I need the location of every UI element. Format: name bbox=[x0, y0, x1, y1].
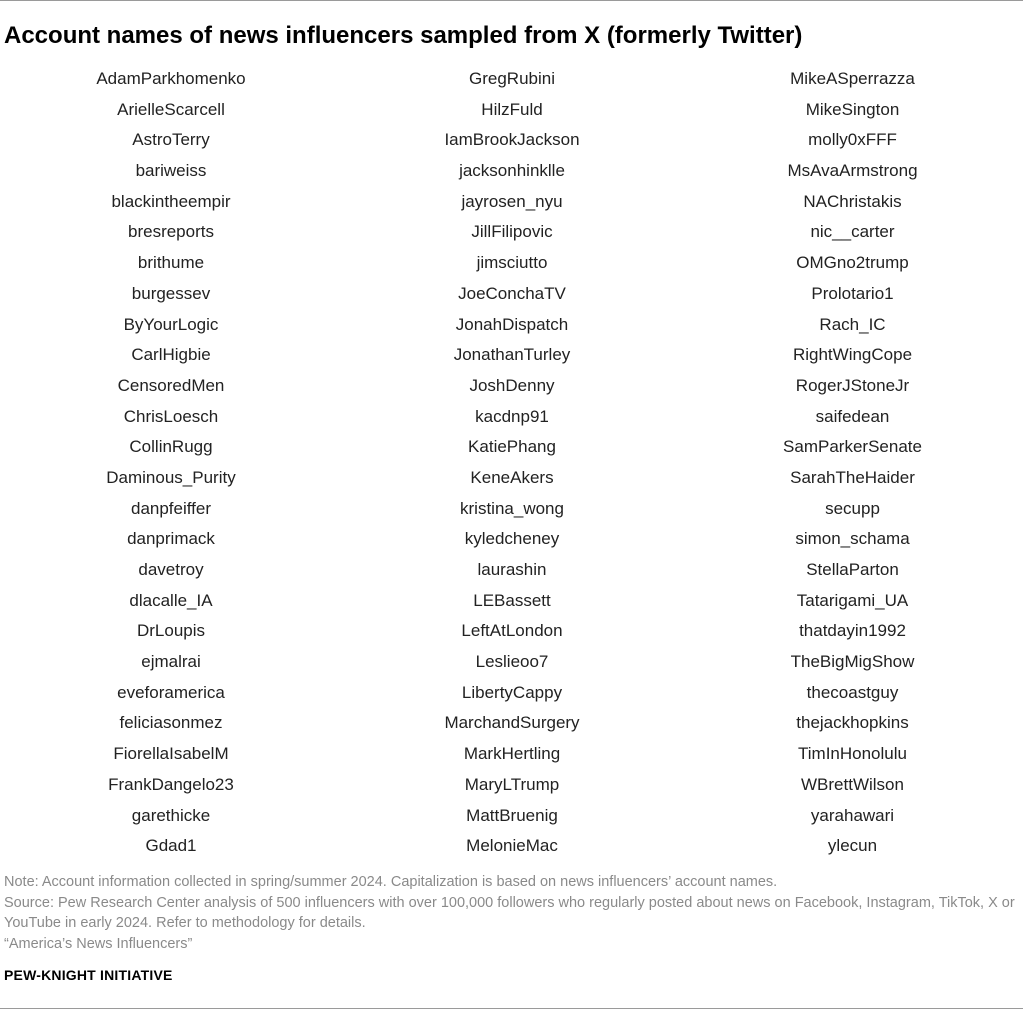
account-name: danpfeiffer bbox=[130, 498, 212, 518]
account-name: laurashin bbox=[477, 560, 547, 579]
note-text: Note: Account information collected in spring/summer 2024. Capitalization is based on news influencers’ account names. bbox=[4, 874, 778, 890]
account-name: eveforamerica bbox=[117, 682, 225, 702]
account-name: AstroTerry bbox=[132, 130, 210, 150]
account-name: ylecun bbox=[827, 836, 878, 856]
footnotes bbox=[4, 872, 1019, 954]
account-name: NAChristakis bbox=[803, 191, 902, 211]
account-name: kyledcheney bbox=[464, 529, 560, 549]
account-name: Leslieoo7 bbox=[475, 652, 549, 672]
account-name: AdamParkhomenko bbox=[96, 69, 246, 88]
account-name: RogerJStoneJr bbox=[795, 375, 910, 395]
account-name: Tatarigami_UA bbox=[796, 590, 909, 610]
account-name: brithume bbox=[137, 253, 205, 273]
account-name: saifedean bbox=[815, 406, 890, 426]
account-name: jayrosen_nyu bbox=[461, 191, 563, 211]
account-name: KeneAkers bbox=[470, 467, 554, 487]
account-name: bariweiss bbox=[135, 161, 207, 181]
account-name: kristina_wong bbox=[460, 498, 564, 518]
account-name: secupp bbox=[825, 498, 880, 518]
account-name: LEBassett bbox=[473, 590, 551, 610]
account-name: WBrettWilson bbox=[801, 774, 904, 794]
account-name: bresreports bbox=[128, 222, 214, 242]
account-name: nic__carter bbox=[810, 222, 895, 242]
account-name: garethicke bbox=[131, 805, 211, 825]
account-name: MsAvaArmstrong bbox=[787, 161, 918, 181]
account-name: JonathanTurley bbox=[453, 345, 571, 365]
account-name: JillFilipovic bbox=[471, 222, 553, 242]
account-name: OMGno2trump bbox=[796, 253, 909, 273]
account-name: FrankDangelo23 bbox=[108, 774, 234, 794]
account-name: ejmalrai bbox=[141, 652, 201, 672]
account-names-grid bbox=[0, 64, 1023, 862]
account-name: danprimack bbox=[127, 529, 215, 549]
account-name: feliciasonmez bbox=[119, 713, 223, 733]
account-name: thejackhopkins bbox=[796, 713, 909, 733]
account-name: GregRubini bbox=[469, 69, 555, 88]
account-name: thecoastguy bbox=[806, 682, 899, 702]
account-name: CollinRugg bbox=[129, 437, 213, 457]
account-name: MelonieMac bbox=[466, 836, 558, 856]
account-name: LibertyCappy bbox=[461, 682, 563, 702]
account-name: CensoredMen bbox=[117, 375, 225, 395]
account-name: KatiePhang bbox=[468, 437, 556, 457]
account-name: MarkHertling bbox=[463, 744, 561, 764]
account-name: yarahawari bbox=[810, 805, 895, 825]
account-name: Daminous_Purity bbox=[106, 467, 236, 487]
account-name: simon_schama bbox=[795, 529, 910, 549]
account-name: DrLoupis bbox=[136, 621, 206, 641]
account-name: TimInHonolulu bbox=[798, 744, 907, 764]
account-name: ArielleScarcell bbox=[117, 99, 225, 119]
account-name: JoshDenny bbox=[469, 375, 555, 395]
account-name: TheBigMigShow bbox=[790, 652, 915, 672]
account-name: CarlHigbie bbox=[131, 345, 211, 365]
account-name: MarchandSurgery bbox=[444, 713, 580, 733]
account-name: SarahTheHaider bbox=[790, 467, 915, 487]
account-name: JonahDispatch bbox=[455, 314, 569, 334]
account-name: kacdnp91 bbox=[475, 406, 549, 426]
source-text: Source: Pew Research Center analysis of 500 influencers with over 100,000 followers who regularly posted about news on Facebook, Instagram, TikTok, X or YouTube in early 2024. Refer to methodology for details. bbox=[4, 894, 1015, 931]
account-name: Prolotario1 bbox=[811, 283, 894, 303]
account-name: Rach_IC bbox=[819, 314, 886, 334]
bottom-divider bbox=[0, 1008, 1023, 1009]
account-name: davetroy bbox=[138, 560, 204, 579]
top-divider bbox=[0, 0, 1023, 1]
account-name: thatdayin1992 bbox=[799, 621, 906, 641]
account-name: jacksonhinklle bbox=[459, 161, 565, 181]
account-name: StellaParton bbox=[806, 560, 899, 579]
account-name: burgessev bbox=[131, 283, 211, 303]
account-name: IamBrookJackson bbox=[444, 130, 580, 150]
account-name: jimsciutto bbox=[476, 253, 548, 273]
account-name: blackintheempir bbox=[111, 191, 231, 211]
account-name: JoeConchaTV bbox=[458, 283, 566, 303]
account-name: Gdad1 bbox=[145, 836, 197, 856]
account-name: FiorellaIsabelM bbox=[113, 744, 229, 764]
account-name: ChrisLoesch bbox=[123, 406, 219, 426]
account-name: HilzFuld bbox=[481, 99, 543, 119]
report-title: “America’s News Influencers” bbox=[4, 935, 193, 952]
account-name: SamParkerSenate bbox=[783, 437, 922, 457]
account-column-2 bbox=[342, 64, 682, 862]
account-name: MikeSington bbox=[805, 99, 900, 119]
brand-label: PEW-KNIGHT INITIATIVE bbox=[4, 967, 173, 983]
account-name: molly0xFFF bbox=[808, 130, 897, 150]
page-title: Account names of news influencers sampled from X (formerly Twitter) bbox=[4, 22, 803, 49]
account-column-3 bbox=[682, 64, 1023, 862]
account-name: dlacalle_IA bbox=[129, 590, 213, 610]
account-name: ByYourLogic bbox=[123, 314, 219, 334]
account-name: MattBruenig bbox=[466, 805, 558, 825]
account-name: MaryLTrump bbox=[464, 774, 560, 794]
account-name: MikeASperrazza bbox=[790, 69, 915, 88]
account-name: LeftAtLondon bbox=[461, 621, 563, 641]
account-name: RightWingCope bbox=[792, 345, 913, 365]
account-column-1 bbox=[0, 64, 342, 862]
